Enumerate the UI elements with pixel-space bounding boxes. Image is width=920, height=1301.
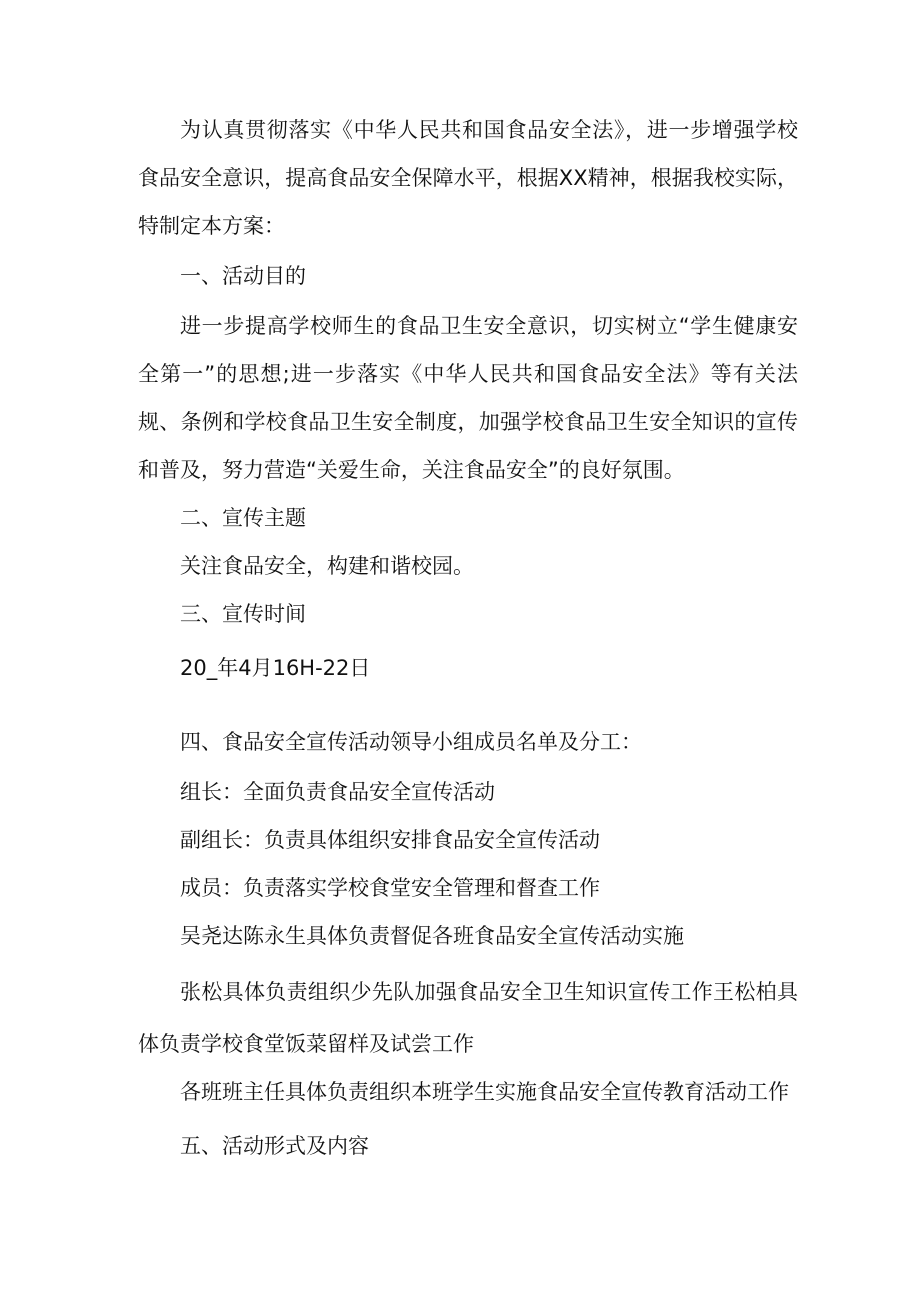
section-heading-time: 三、宣传时间	[180, 602, 306, 626]
section-heading-leadership: 四、食品安全宣传活动领导小组成员名单及分工：	[180, 730, 642, 754]
deputy-leader-role: 副组长：负责具体组织安排食品安全宣传活动	[180, 828, 600, 852]
class-teacher-duty: 各班班主任具体负责组织本班学生实施食品安全宣传教育活动工作	[180, 1080, 789, 1104]
time-text: 20_年4月16H-22日	[180, 656, 371, 680]
member-duty-2: 张松具体负责组织少先队加强食品安全卫生知识宣传工作王松柏具体负责学校食堂饭菜留样及试尝工作	[138, 980, 798, 1056]
purpose-paragraph: 进一步提高学校师生的食品卫生安全意识，切实树立“学生健康安全第一”的思想;进一步落实《中华人民共和国食品安全法》等有关法规、条例和学校食品卫生安全制度，加强学校食品卫生安全知识的宣传和普及，努力营造“关爱生命，关注食品安全”的良好氛围。	[138, 314, 798, 482]
section-heading-purpose: 一、活动目的	[180, 264, 306, 288]
leader-role: 组长：全面负责食品安全宣传活动	[180, 780, 495, 804]
member-duty-1: 吴尧达陈永生具体负责督促各班食品安全宣传活动实施	[180, 924, 684, 948]
section-heading-theme: 二、宣传主题	[180, 506, 306, 530]
section-heading-activities: 五、活动形式及内容	[180, 1134, 369, 1158]
intro-paragraph: 为认真贯彻落实《中华人民共和国食品安全法》，进一步增强学校食品安全意识，提高食品安全保障水平，根据XX精神，根据我校实际，特制定本方案：	[138, 118, 798, 238]
theme-text: 关注食品安全，构建和谐校园。	[180, 554, 474, 578]
member-role: 成员：负责落实学校食堂安全管理和督查工作	[180, 876, 600, 900]
